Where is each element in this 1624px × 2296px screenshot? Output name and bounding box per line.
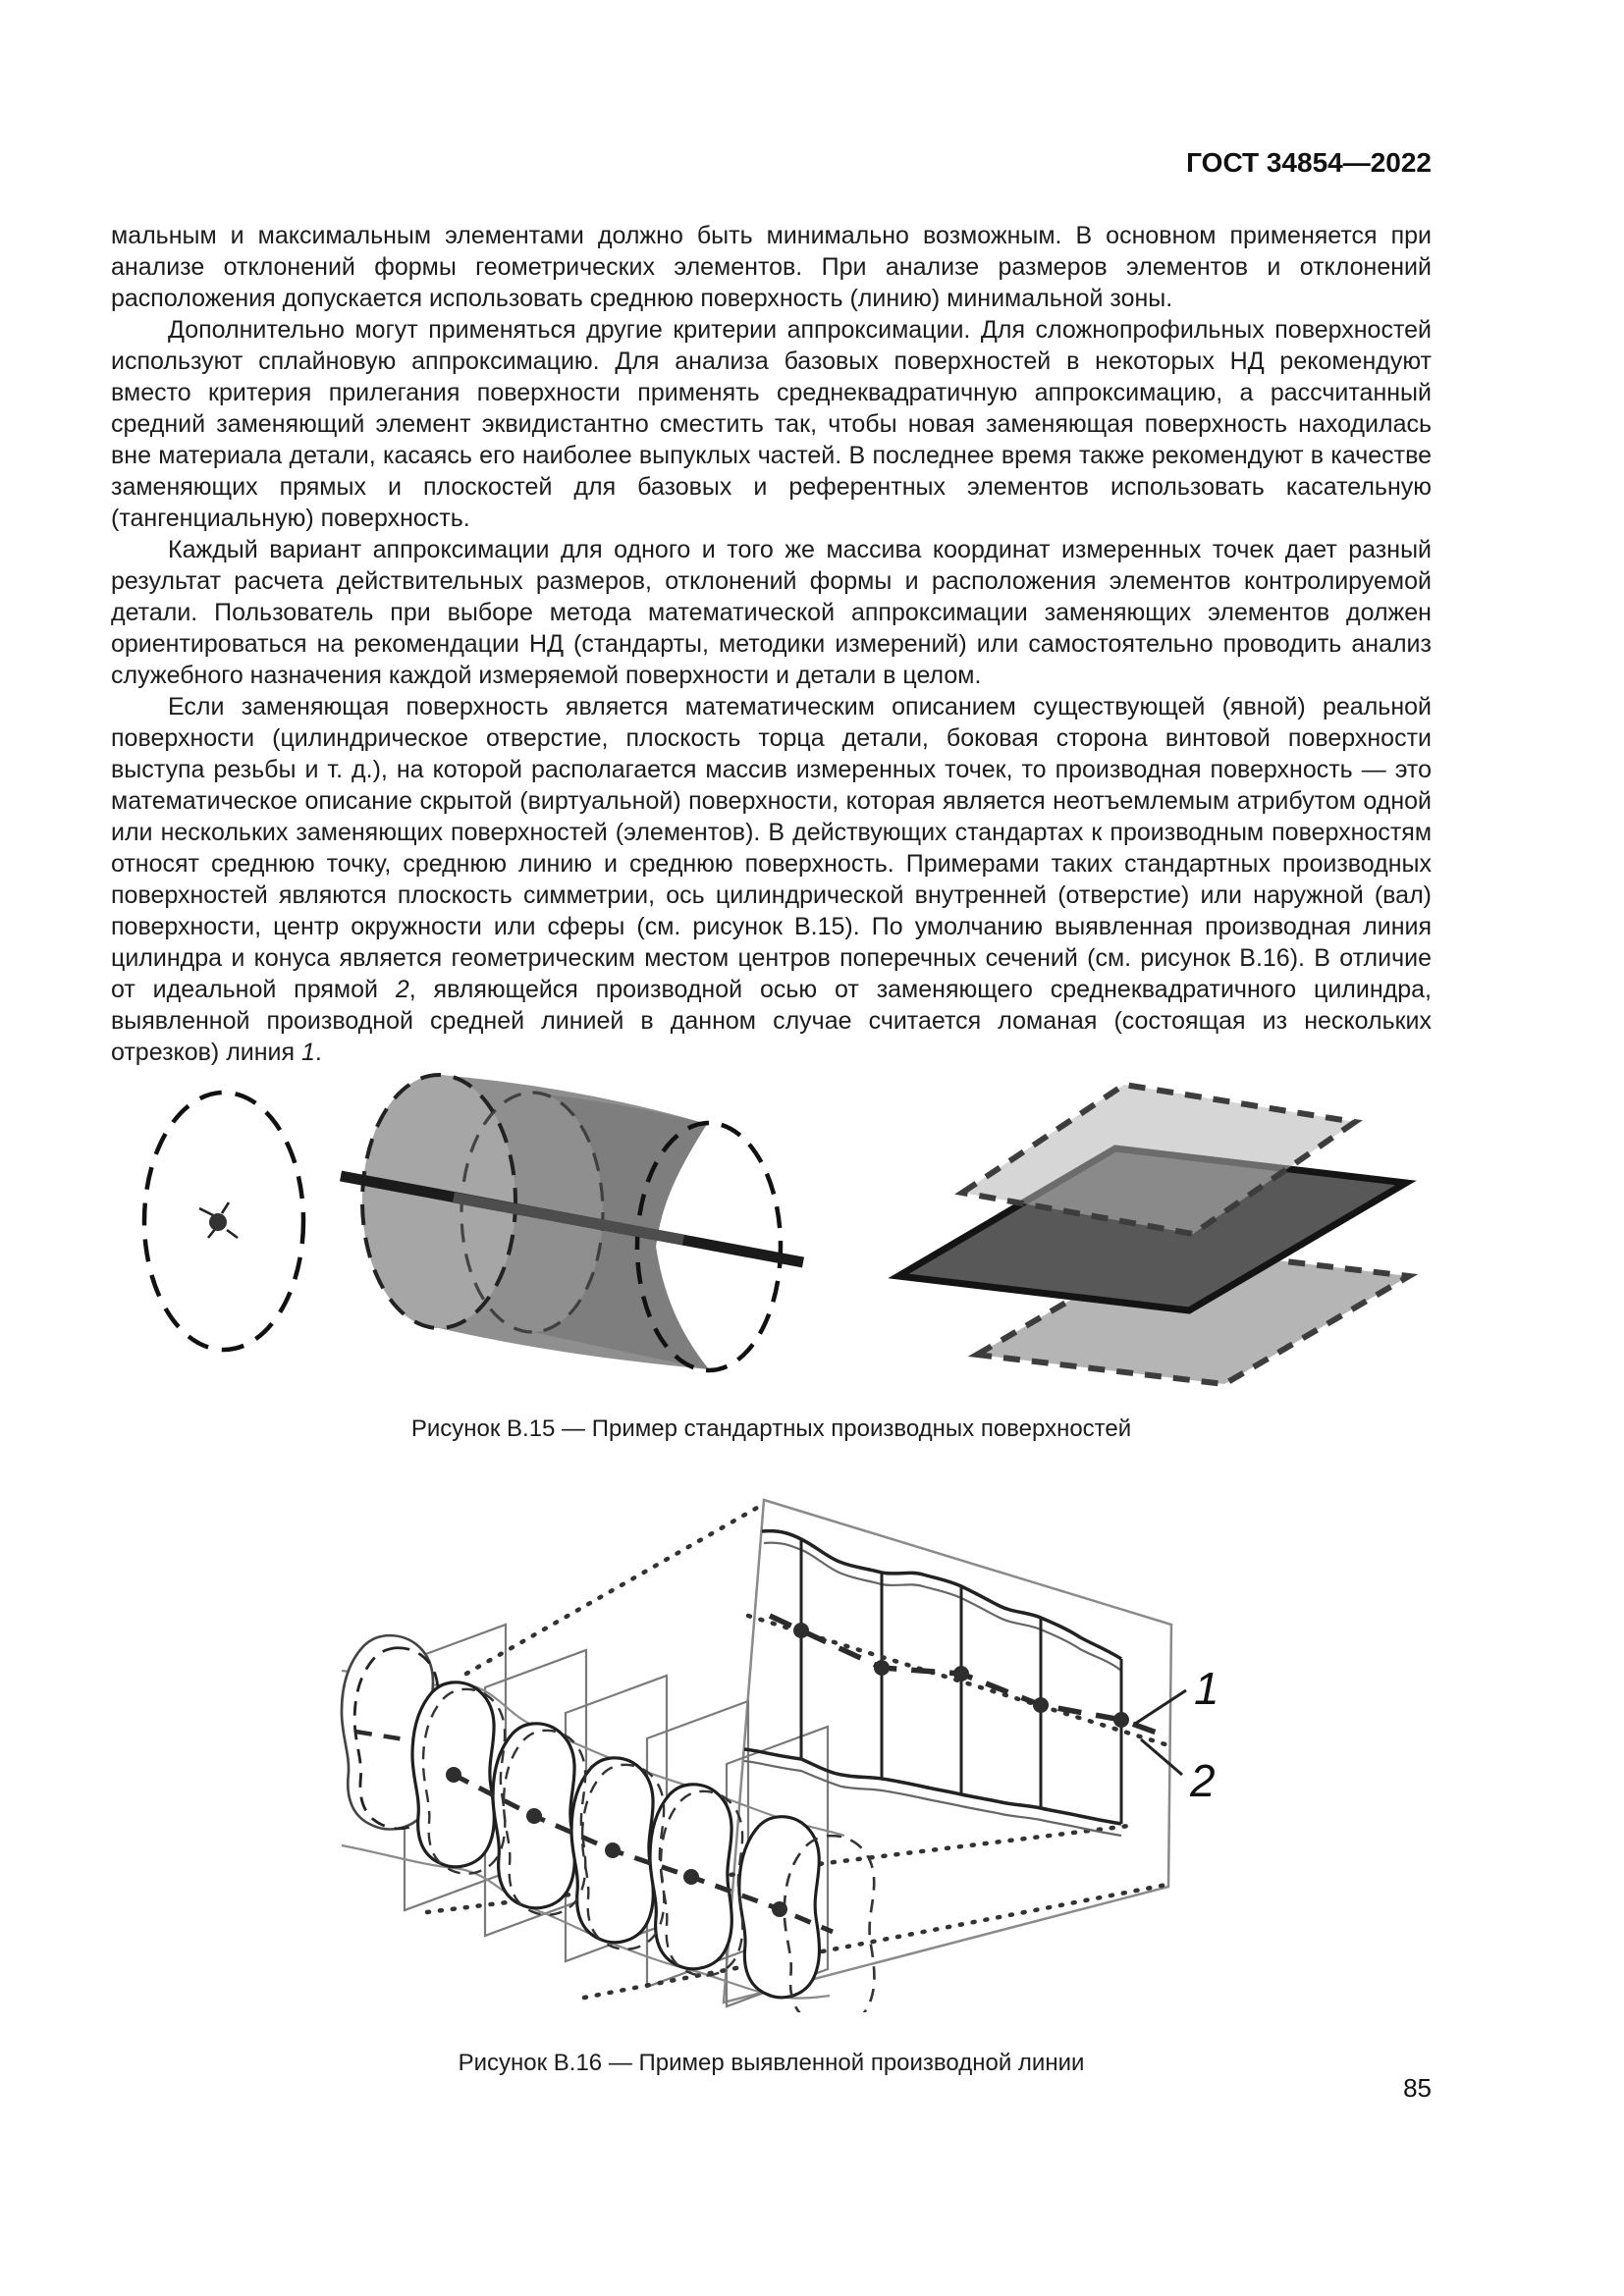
page-number: 85 xyxy=(1403,2073,1432,2103)
profile-band xyxy=(744,1531,1168,1836)
body-paragraph: Каждый вариант аппроксимации для одного и того же массива координат измеренных точек дает разный результат расчета действительных размеров, отклонений формы и расположения элементов контролируемой детали. Пользователь при выборе метода математической аппроксимации заменяющих элементов должен ориентироваться на рекомендации НД (стандарты, методики измерений) или самостоятельно проводить анализ служебного назначения каждой измеряемой поверхности и детали в целом. xyxy=(111,536,1432,689)
standard-number: ГОСТ 34854—2022 xyxy=(1186,147,1432,178)
body-paragraph: мальным и максимальным элементами должно быть минимально возможным. В основном применяется при анализе отклонений формы геометрических элементов. При анализе размеров элементов и отклонений расположения допускается использовать среднюю поверхность (линию) минимальной зоны. xyxy=(111,222,1432,312)
body-text xyxy=(111,220,1432,1068)
derived-symmetry-plane-diagram xyxy=(898,1085,1409,1384)
derived-axis-cylinder-diagram xyxy=(341,1075,803,1370)
body-paragraph: Если заменяющая поверхность является математическим описанием существующей (явной) реальной поверхности (цилиндрическое отверстие, плоскость торца детали, боковая сторона винтовой поверхности выступа резьбы и т. д.), на которой располагается массив измеренных точек, то производная поверхность — это математическое описание скрытой (виртуальной) поверхности, которая является неотъемлемым атрибутом одной или нескольких заменяющих поверхностей (элементов). В действующих стандартах к производным поверхностям относят среднюю точку, среднюю линию и среднюю поверхность. Примерами таких стандартных производных поверхностей являются плоскость симметрии, ось цилиндрической внутренней (отверстие) или наружной (вал) поверхности, центр окружности или сферы (см. рисунок В.15). По умолчанию выявленная производная линия цилиндра и конуса является геометрическим местом центров поперечных сечений (см. рисунок В.16). В отличие от идеальной прямой 2, являющейся производной осью от заменяющего среднеквадратичного цилиндра, выявленной производной средней линией в данном случае считается ломаная (состоящая из нескольких отрезков) линия 1. xyxy=(111,693,1432,1066)
figure-b16-derived-line xyxy=(295,1492,1257,2012)
figure-callouts xyxy=(1135,1663,1219,1806)
label-line-2: 2 xyxy=(1190,1755,1216,1806)
figure-b15-caption: Рисунок В.15 — Пример стандартных производных поверхностей xyxy=(410,1415,1132,1442)
label-line-1: 1 xyxy=(1194,1663,1219,1714)
figure-b16-caption: Рисунок В.16 — Пример выявленной производной линии xyxy=(458,2050,1085,2076)
body-paragraph: Дополнительно могут применяться другие критерии аппроксимации. Для сложнопрофильных поверхностей используют сплайновую аппроксимацию. Для анализа базовых поверхностей в некоторых НД рекомендуют вместо критерия прилегания поверхности применять среднеквадратичную аппроксимацию, а рассчитанный средний заменяющий элемент эквидистантно сместить так, чтобы новая заменяющая поверхность находилась вне материала детали, касаясь его наиболее выпуклых частей. В последнее время также рекомендуют в качестве заменяющих прямых и плоскостей для базовых и референтных элементов использовать касательную (тангенциальную) поверхность. xyxy=(111,316,1432,532)
derived-center-point-diagram xyxy=(144,1093,303,1350)
figure-b15-derived-surfaces xyxy=(88,1045,1532,1389)
cross-sections xyxy=(342,1635,874,2012)
